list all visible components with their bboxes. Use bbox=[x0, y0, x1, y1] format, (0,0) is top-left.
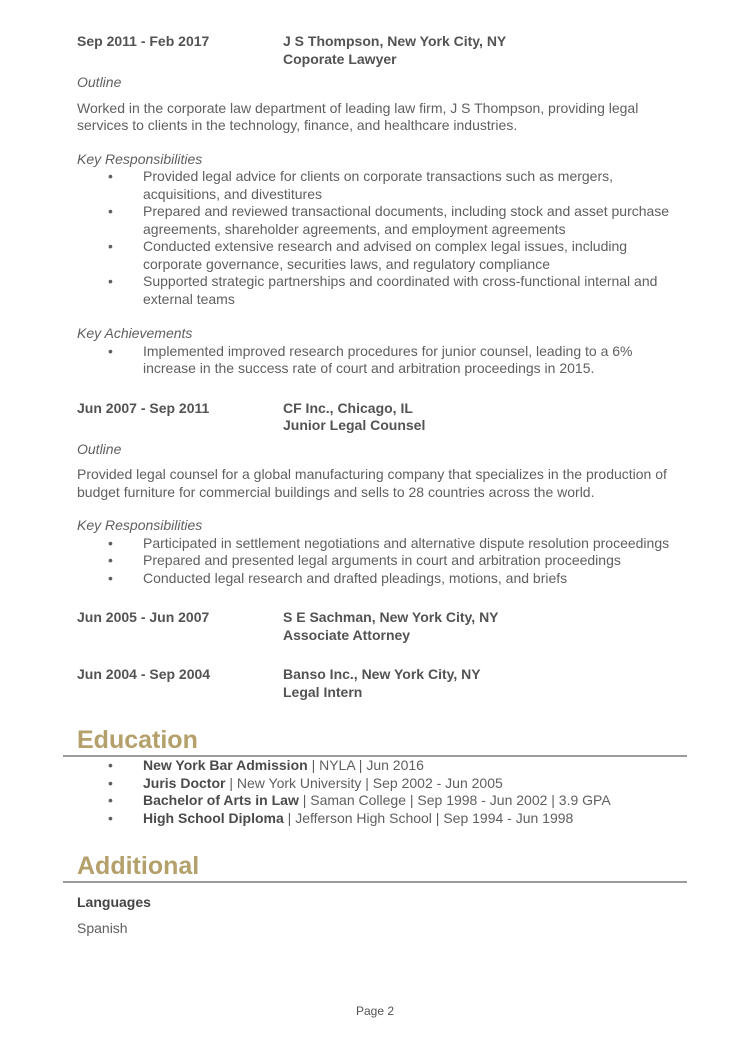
job-title: Legal Intern bbox=[283, 683, 363, 700]
education-item bbox=[77, 757, 673, 775]
education-item-details: | NYLA | Jun 2016 bbox=[307, 757, 424, 773]
outline-paragraph: Worked in the corporate law department of leading law firm, J S Thompson, providing legal services to clients in the technology, finance, and healthcare industries. bbox=[77, 99, 639, 133]
outline-paragraph: Provided legal counsel for a global manufacturing company that specializes in the production of budget furniture for commercial buildings and sells to 28 countries across the world. bbox=[77, 466, 667, 500]
achievements-label: Key Achievements bbox=[77, 325, 193, 341]
responsibility-item: • Supported strategic partnerships and coordinated with cross-functional internal and external teams bbox=[77, 273, 673, 308]
education-list bbox=[77, 757, 673, 827]
responsibility-item: • Participated in settlement negotiations and alternative dispute resolution proceedings bbox=[77, 535, 673, 553]
education-item-title: Bachelor of Arts in Law bbox=[143, 792, 299, 808]
job-org bbox=[283, 666, 481, 701]
education-item bbox=[77, 775, 673, 793]
job-entry-js-thompson bbox=[77, 33, 673, 378]
job-company: Banso Inc., New York City, NY bbox=[283, 666, 481, 682]
job-org bbox=[283, 400, 425, 435]
job-title: Junior Legal Counsel bbox=[283, 417, 426, 433]
job-entry-cf-inc bbox=[77, 400, 673, 588]
education-item-title: New York Bar Admission bbox=[143, 757, 308, 773]
responsibilities-list bbox=[77, 535, 673, 588]
responsibilities-list bbox=[77, 168, 673, 308]
education-item-title: Juris Doctor bbox=[143, 774, 226, 791]
job-entry-se-sachman bbox=[77, 609, 673, 644]
job-title: Coporate Lawyer bbox=[283, 50, 397, 67]
job-org bbox=[283, 609, 499, 644]
education-item-details: | New York University | Sep 2002 - Jun 2005 bbox=[225, 774, 503, 791]
job-dates: Jun 2007 - Sep 2011 bbox=[77, 399, 210, 416]
languages-value: Spanish bbox=[77, 919, 128, 936]
additional-section bbox=[77, 852, 673, 937]
education-heading: Education bbox=[63, 726, 687, 757]
education-item-title: High School Diploma bbox=[143, 809, 284, 826]
job-company: CF Inc., Chicago, IL bbox=[283, 399, 413, 416]
job-org bbox=[283, 33, 506, 68]
responsibilities-label: Key Responsibilities bbox=[77, 517, 203, 533]
outline-label: Outline bbox=[77, 74, 122, 90]
education-item bbox=[77, 792, 673, 810]
education-item-details: | Saman College | Sep 1998 - Jun 2002 | 3.9 GPA bbox=[298, 792, 611, 808]
additional-heading: Additional bbox=[63, 852, 687, 883]
job-header bbox=[77, 609, 673, 644]
responsibilities-label: Key Responsibilities bbox=[77, 150, 203, 167]
job-company: S E Sachman, New York City, NY bbox=[283, 609, 499, 625]
job-title: Associate Attorney bbox=[283, 626, 411, 643]
education-item bbox=[77, 810, 673, 828]
job-dates: Jun 2004 - Sep 2004 bbox=[77, 666, 211, 682]
job-company: J S Thompson, New York City, NY bbox=[283, 33, 507, 49]
outline-label: Outline bbox=[77, 440, 122, 457]
languages-label: Languages bbox=[77, 894, 151, 910]
education-item-details: | Jefferson High School | Sep 1994 - Jun 1998 bbox=[283, 809, 574, 826]
job-dates: Jun 2005 - Jun 2007 bbox=[77, 609, 210, 625]
job-dates: Sep 2011 - Feb 2017 bbox=[77, 33, 210, 49]
education-section bbox=[77, 726, 673, 827]
job-header bbox=[77, 400, 673, 435]
achievements-list bbox=[77, 343, 673, 378]
job-header bbox=[77, 33, 673, 68]
responsibility-item: • Conducted extensive research and advised on complex legal issues, including corporate governance, securities laws, and regulatory compliance bbox=[77, 238, 673, 273]
responsibility-item: • Prepared and reviewed transactional documents, including stock and asset purchase agreements, shareholder agreements, and employment agreements bbox=[77, 203, 673, 238]
job-entry-banso-inc bbox=[77, 666, 673, 701]
responsibility-item: • Prepared and presented legal arguments in court and arbitration proceedings bbox=[77, 552, 673, 570]
achievement-item: • Implemented improved research procedures for junior counsel, leading to a 6% increase in the success rate of court and arbitration proceedings in 2015. bbox=[77, 343, 673, 378]
job-header bbox=[77, 666, 673, 701]
responsibility-item: • Conducted legal research and drafted pleadings, motions, and briefs bbox=[77, 570, 673, 588]
page-number: Page 2 bbox=[355, 1003, 395, 1018]
responsibility-item: • Provided legal advice for clients on corporate transactions such as mergers, acquisitions, and divestitures bbox=[77, 168, 673, 203]
